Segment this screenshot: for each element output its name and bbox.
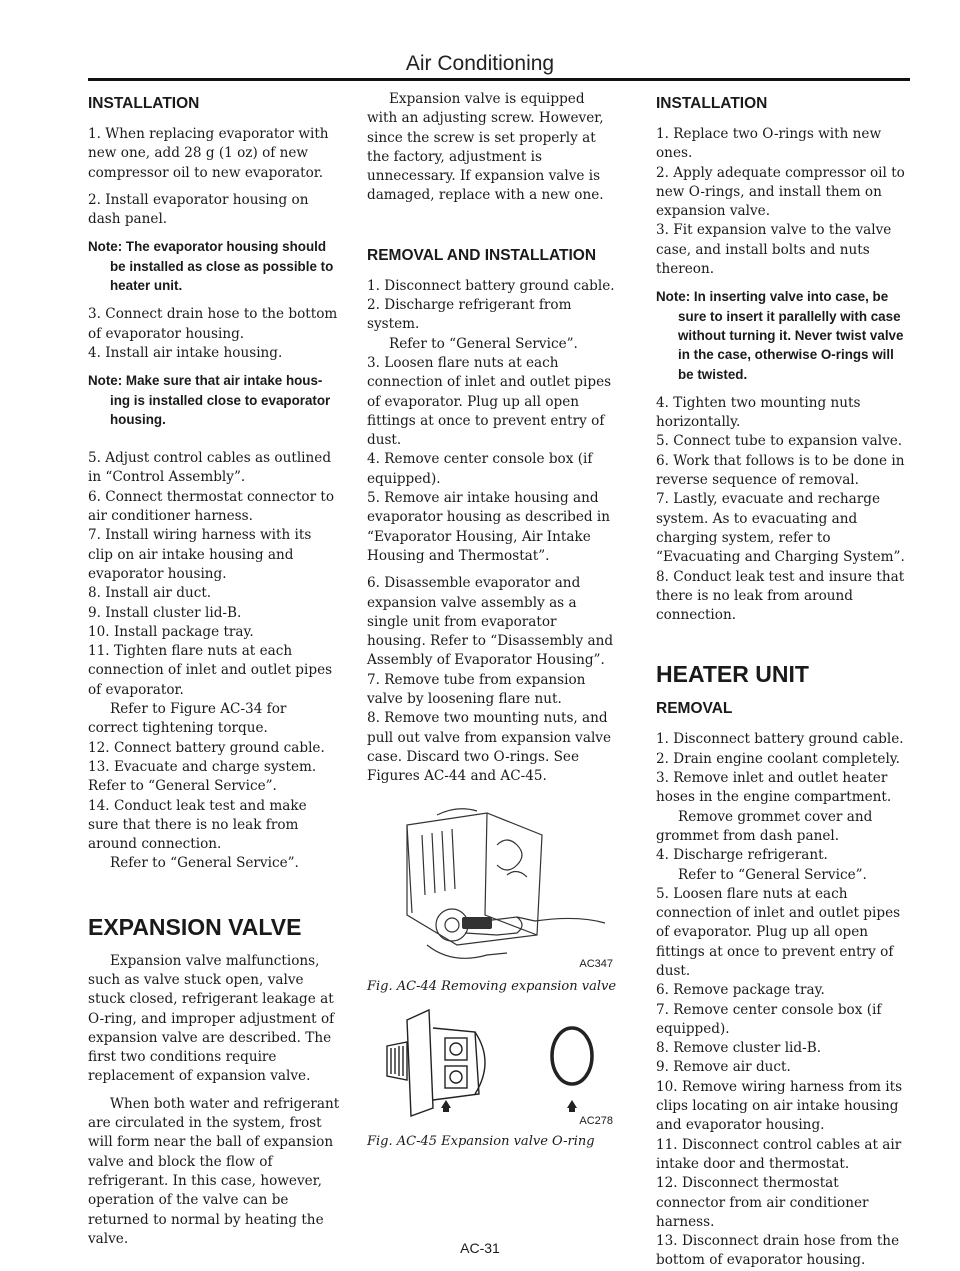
heading-installation: INSTALLATION [88, 95, 200, 112]
install-step-8: 8. Conduct leak test and insure that there is no leak from around connection. [656, 568, 905, 624]
heading-installation: INSTALLATION [656, 95, 768, 112]
install-step-4: 4. Tighten two mounting nuts horizontally. [656, 394, 861, 431]
heater-step-11: 11. Disconnect control cables at air intake door and thermostat. [656, 1136, 902, 1172]
install-step-6: 6. Work that follows is to be done in reverse sequence of removal. [656, 452, 905, 489]
install-step-7: 7. Lastly, evacuate and recharge system. As to evacuating and charging system, refer to “Evacuating and Charging System”. [656, 491, 905, 566]
expansion-valve-removal-illustration [367, 795, 619, 973]
heater-step-7: 7. Remove center console box (if equipped). [656, 1001, 882, 1037]
column-left [88, 90, 340, 1257]
install-step-5: 5. Connect tube to expansion valve. [656, 433, 903, 450]
figure-caption-ac44: Fig. AC-44 Removing expansion valve [367, 978, 617, 994]
install-step-1: 1. Replace two O-rings with new ones. [656, 126, 882, 162]
step-1: 1. When replacing evaporator with new one, add 28 g (1 oz) of new compressor oil to new evaporator. [88, 126, 329, 181]
removal-step-4: 4. Remove center console box (if equipped). [367, 451, 593, 487]
removal-step-7: 7. Remove tube from expansion valve by loosening flare nut. [367, 671, 586, 708]
step-2: 2. Install evaporator housing on dash panel. [88, 191, 309, 228]
removal-step-6: 6. Disassemble evaporator and expansion valve assembly as a single unit from evaporator housing. Refer to “Disassembly and Assembly of Evaporator Housing”. [367, 575, 614, 669]
page-number: AC-31 [460, 1240, 500, 1256]
heater-step-12: 12. Disconnect thermostat connector from air conditioner harness. [656, 1175, 869, 1230]
header-rule [88, 78, 910, 81]
column-right [656, 90, 910, 1271]
heater-step-8: 8. Remove cluster lid-B. [656, 1040, 822, 1057]
removal-step-8: 8. Remove two mounting nuts, and pull out valve from expansion valve case. Discard two O-rings. See Figures AC-44 and AC-45. [367, 710, 612, 785]
heater-step-10: 10. Remove wiring harness from its clips locating on air intake housing and evaporator housing. [656, 1078, 903, 1134]
step-14: 14. Conduct leak test and make sure that there is no leak from around connection. [88, 797, 307, 853]
step-12: 12. Connect battery ground cable. [88, 739, 325, 756]
heading-expansion-valve: EXPANSION VALVE [88, 913, 302, 940]
removal-step-2: 2. Discharge refrigerant from system. [367, 297, 572, 333]
heading-heater-unit: HEATER UNIT [656, 661, 809, 688]
step-11: 11. Tighten flare nuts at each connection of inlet and outlet pipes of evaporator. [88, 643, 333, 698]
heater-step-3-note: Remove grommet cover and grommet from dash panel. [656, 808, 873, 844]
expansion-para-2: When both water and refrigerant are circulated in the system, frost will form near the ball of expansion valve and block the flow of refrigerant. In this case, however, operation of the valve can be returned to normal by heating the valve. [88, 1095, 340, 1247]
note-line-1: Note: Make sure that air intake hous- [88, 373, 323, 389]
step-7: 7. Install wiring harness with its clip on air intake housing and evaporator housing. [88, 527, 312, 582]
removal-step-2-ref: Refer to “General Service”. [389, 335, 578, 352]
heater-step-4-ref: Refer to “General Service”. [678, 866, 867, 883]
figure-code: AC278 [579, 1114, 613, 1127]
figure-caption-ac45: Fig. AC-45 Expansion valve O-ring [367, 1133, 595, 1149]
step-14-ref: Refer to “General Service”. [110, 855, 299, 872]
step-6: 6. Connect thermostat connector to air conditioner harness. [88, 488, 335, 525]
note-line-1: Note: The evaporator housing should [88, 239, 327, 255]
page-header: Air Conditioning [405, 52, 555, 75]
step-13: 13. Evacuate and charge system. Refer to “General Service”. [88, 758, 317, 795]
heater-step-4: 4. Discharge refrigerant. [656, 847, 828, 864]
removal-step-3: 3. Loosen flare nuts at each connection of inlet and outlet pipes of evaporator. Plug up all open fittings at once to prevent entry of dust. [367, 354, 612, 449]
note-line-2: sure to insert it parallelly with case without turning it. Never twist valve in the case, otherwise O-rings will be twisted. [678, 308, 904, 382]
note-line-2: be installed as close as possible to heater unit. [110, 258, 334, 294]
heading-removal: REMOVAL [656, 700, 733, 718]
removal-step-5: 5. Remove air intake housing and evaporator housing as described in “Evaporator Housing, Air Intake Housing and Thermostat”. [367, 490, 611, 564]
removal-step-1: 1. Disconnect battery ground cable. [367, 277, 615, 294]
heater-step-5: 5. Loosen flare nuts at each connection of inlet and outlet pipes of evaporator. Plug up all open fittings at once to prevent entry of dust. [656, 885, 901, 979]
step-5: 5. Adjust control cables as outlined in “Control Assembly”. [88, 450, 332, 486]
heater-step-13: 13. Disconnect drain hose from the bottom of evaporator housing. [656, 1233, 900, 1269]
step-9: 9. Install cluster lid-B. [88, 604, 242, 621]
heater-step-9: 9. Remove air duct. [656, 1059, 791, 1076]
step-10: 10. Install package tray. [88, 623, 254, 640]
heater-step-1: 1. Disconnect battery ground cable. [656, 731, 904, 748]
figure-code: AC347 [579, 957, 613, 970]
figure-ac44 [367, 795, 619, 973]
step-11-ref: Refer to Figure AC-34 for correct tightening torque. [88, 701, 287, 737]
step-3: 3. Connect drain hose to the bottom of evaporator housing. [88, 306, 338, 342]
heater-step-2: 2. Drain engine coolant completely. [656, 750, 900, 767]
step-4: 4. Install air intake housing. [88, 344, 283, 361]
note-line-1: Note: In inserting valve into case, be [656, 289, 889, 305]
note-air-intake [88, 371, 340, 429]
note-line-2: ing is installed close to evaporator housing. [110, 392, 331, 427]
step-8: 8. Install air duct. [88, 585, 212, 602]
note-valve-insert [656, 287, 910, 383]
heater-step-6: 6. Remove package tray. [656, 982, 825, 999]
note-evaporator-housing [88, 237, 340, 295]
install-step-2: 2. Apply adequate compressor oil to new O-rings, and install them on expansion valve. [656, 164, 905, 220]
install-step-3: 3. Fit expansion valve to the valve case, and install bolts and nuts thereon. [656, 222, 892, 278]
figure-ac45 [367, 1008, 619, 1128]
column-middle [367, 90, 619, 1151]
heater-step-3: 3. Remove inlet and outlet heater hoses in the engine compartment. [656, 770, 892, 806]
intro-paragraph: Expansion valve is equipped with an adjusting screw. However, since the screw is set properly at the factory, adjustment is unnecessary. If expansion valve is damaged, replace with a new one. [367, 91, 604, 204]
heading-removal-installation: REMOVAL AND INSTALLATION [367, 246, 597, 264]
expansion-valve-oring-illustration [367, 1008, 619, 1128]
expansion-para-1: Expansion valve malfunctions, such as valve stuck open, valve stuck closed, refrigerant leakage at O-ring, and improper adjustment of expansion valve are described. The first two conditions require replacement of expansion valve. [88, 952, 335, 1085]
